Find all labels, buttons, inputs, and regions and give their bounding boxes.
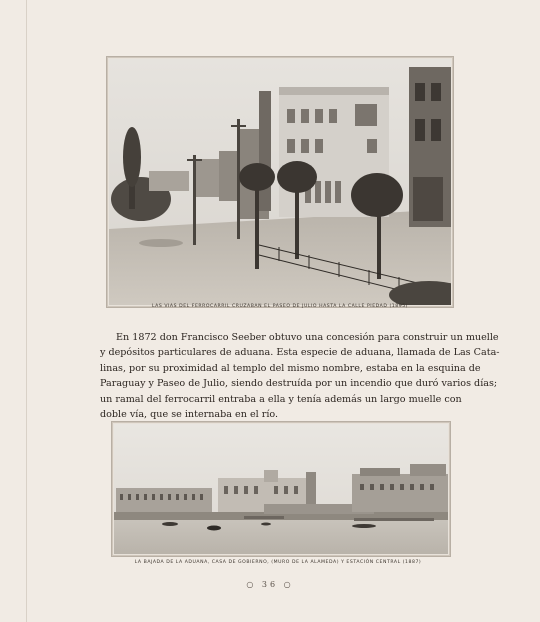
paragraph-line: y depósitos particulares de aduana. Esta especie de aduana, llamada de Las Cata- xyxy=(100,347,500,359)
photo-paseo-de-julio-image xyxy=(109,59,451,305)
paragraph-line: Paraguay y Paseo de Julio, siendo destruída por un incendio que duró varios días; xyxy=(100,378,498,390)
photo-paseo-de-julio xyxy=(106,56,454,308)
body-paragraph xyxy=(100,330,500,422)
paragraph-line: En 1872 don Francisco Seeber obtuvo una concesión para construir un muelle xyxy=(116,332,499,343)
page-binding-edge xyxy=(26,0,27,622)
photo-bajada-de-la-aduana-image xyxy=(114,424,448,554)
photo-bajada-de-la-aduana xyxy=(111,421,451,557)
paragraph-line: linas, por su proximidad al templo del mismo nombre, estaba en la esquina de xyxy=(100,362,481,374)
page-number: ○ 36 ○ xyxy=(246,580,294,589)
photo-caption-top: LAS VIAS DEL FERROCARRIL CRUZABAN EL PASEO DE JULIO HASTA LA CALLE PIEDAD (1895) xyxy=(151,304,409,309)
paragraph-line: doble vía, que se internaba en el río. xyxy=(100,409,279,421)
photo-caption-bottom: LA BAJADA DE LA ADUANA, CASA DE GOBIERNO, (MURO DE LA ALAMEDA) Y ESTACIÓN CENTRAL (1887) xyxy=(134,560,422,565)
paragraph-line: un ramal del ferrocarril entraba a ella y tenía además un largo muelle con xyxy=(100,393,462,405)
